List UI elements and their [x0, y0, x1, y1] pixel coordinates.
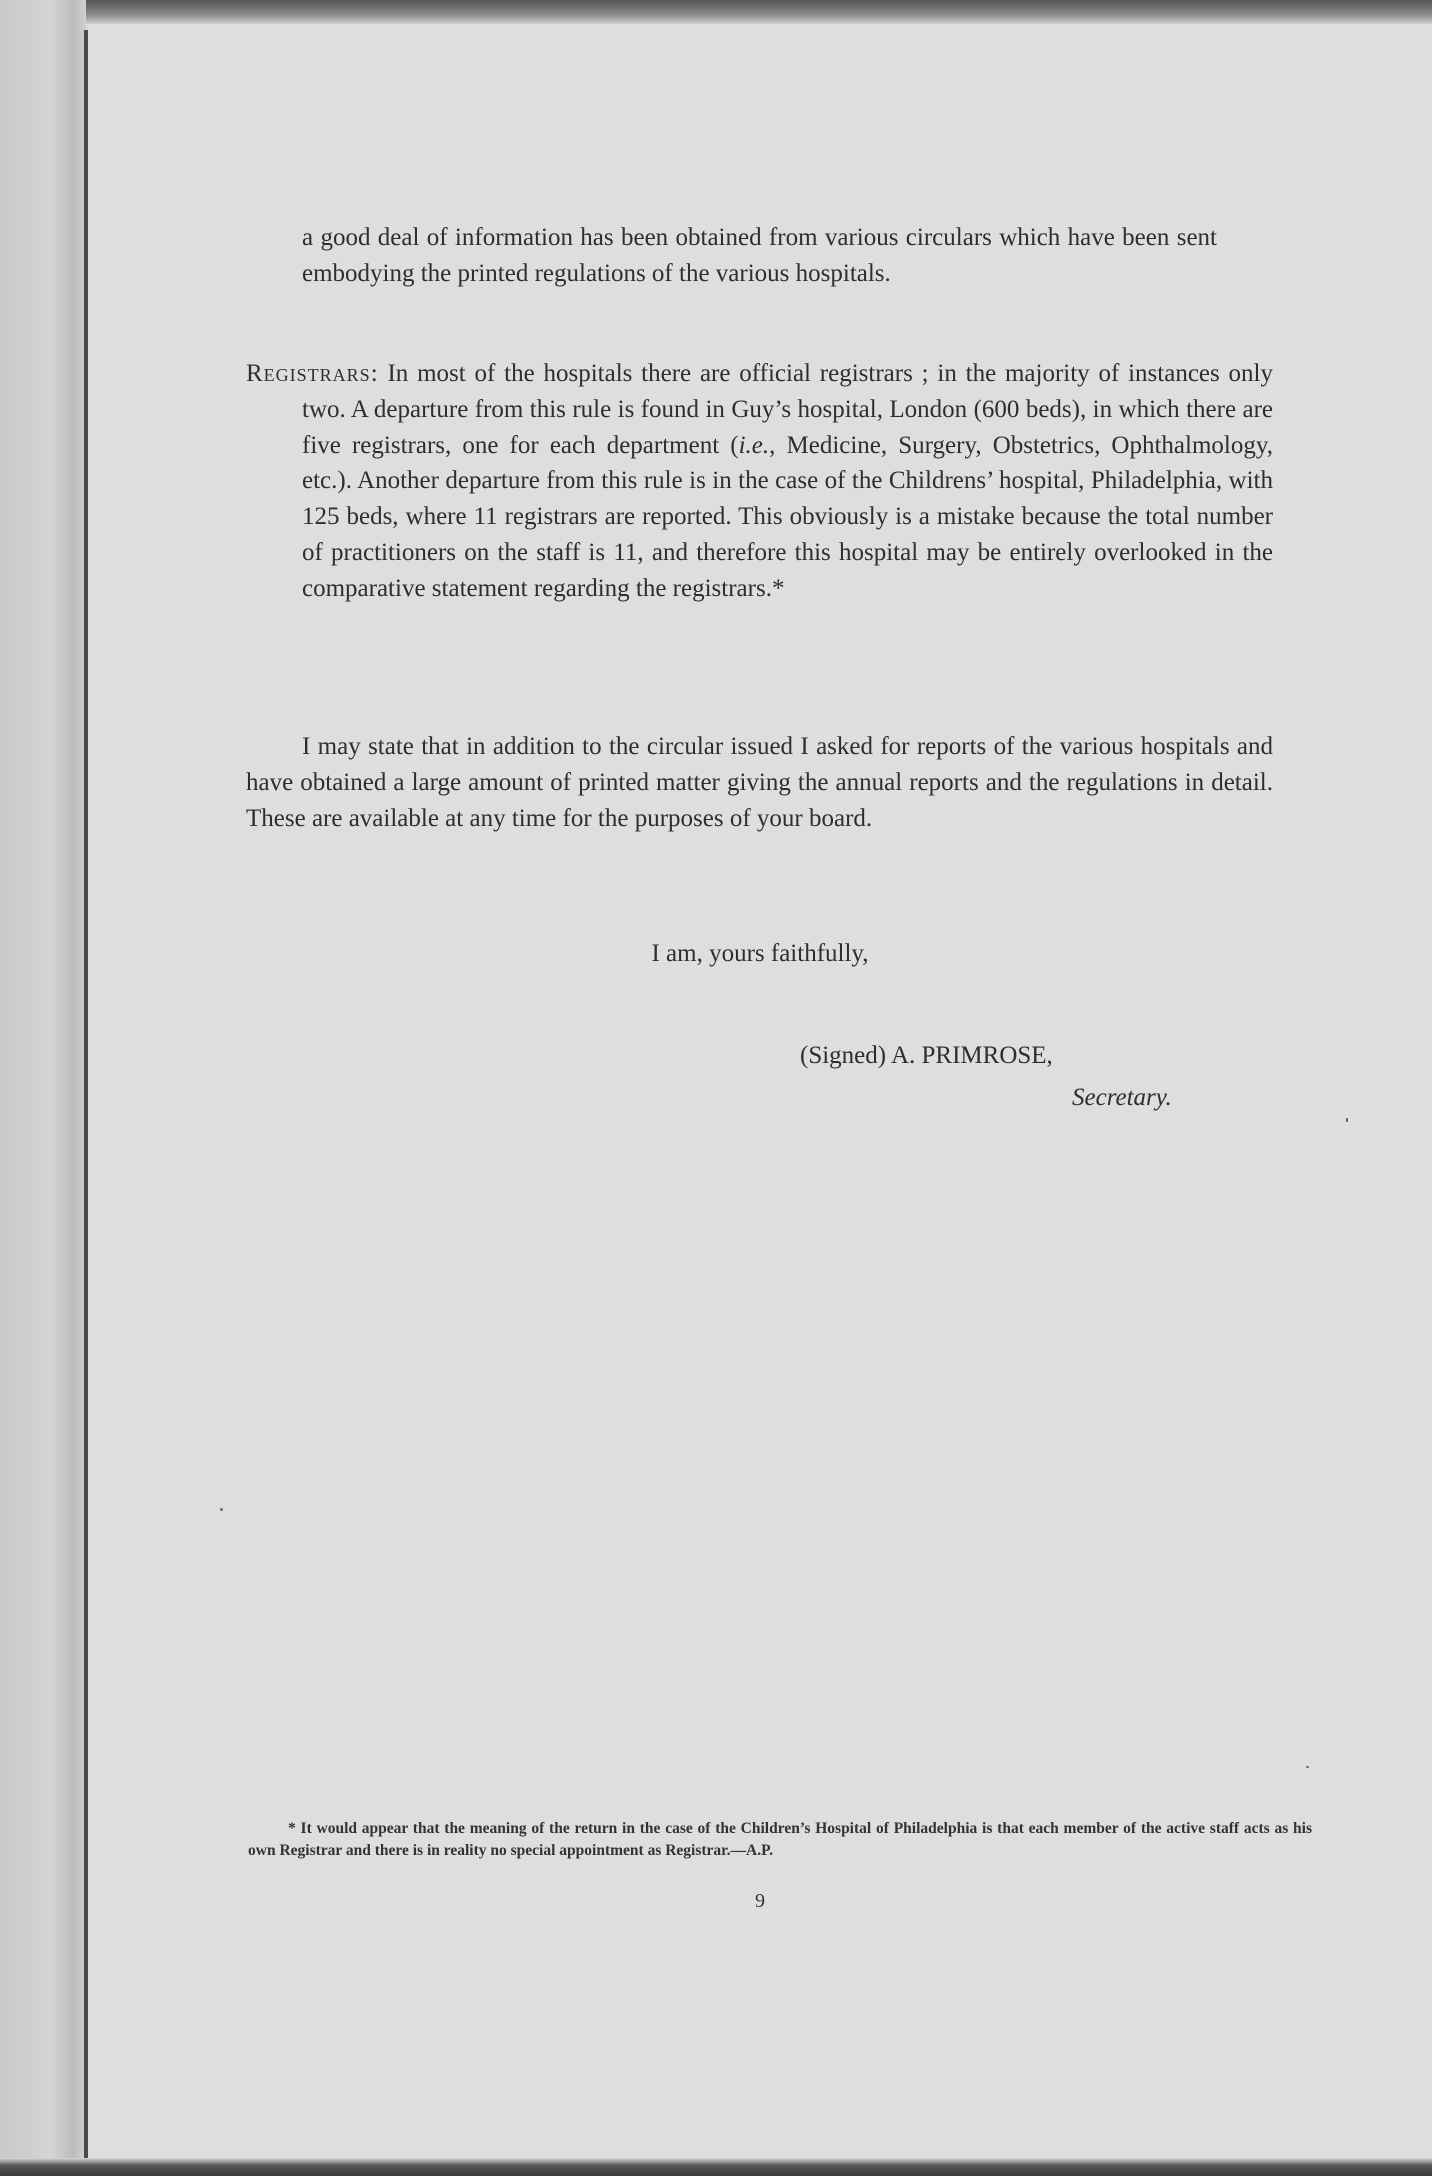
registrars-text: In most of the hospitals there are official registrars ; in the majority of instances only two. A departure from this rule is found in Guy’s hospital, London (600 beds), in which there are five registrars, one for each department ( [302, 360, 1273, 459]
scan-top-edge [0, 0, 1432, 24]
page-number: 9 [755, 1890, 765, 1912]
closing-line: I am, yours faithfully, [651, 940, 869, 967]
signatory-title: Secretary. [1072, 1084, 1172, 1111]
paragraph-registrars [246, 356, 1273, 607]
paragraph-reports: I may state that in addition to the circular issued I asked for reports of the various hospitals and have obtained a large amount of printed matter giving the annual reports and the regulations in detail. These are available at any time for the purposes of your board. [246, 733, 1273, 832]
paragraph-intro: a good deal of information has been obtained from various circulars which have been sent embodying the printed regulations of the various hospitals. [302, 224, 1217, 287]
paper-speck [220, 1508, 223, 1511]
signature: (Signed) A. PRIMROSE, [800, 1042, 1053, 1069]
book-binding [0, 0, 86, 2176]
registrars-text-continued: , Medicine, Surgery, Obstetrics, Ophthalmology, etc.). Another departure from this rule is in the case of the Childrens’ hospital, Philadelphia, with 125 beds, where 11 registrars are reported. This obviously is a mistake because the total number of practitioners on the staff is 11, and therefore this hospital may be entirely overlooked in the comparative statement regarding the registrars.* [302, 431, 1273, 602]
scan-bottom-edge [0, 2158, 1432, 2176]
page-sheet [88, 24, 1432, 2158]
registrars-heading: Registrars: [246, 360, 379, 387]
footnote: * It would appear that the meaning of the return in the case of the Children’s Hospital of Philadelphia is that each member of the active staff acts as his own Registrar and there is in reality no special appointment as Registrar.—A.P. [248, 1820, 1312, 1859]
paper-speck [1346, 1118, 1348, 1122]
paper-speck [1306, 1766, 1309, 1768]
registrars-ie: i.e. [738, 431, 770, 459]
